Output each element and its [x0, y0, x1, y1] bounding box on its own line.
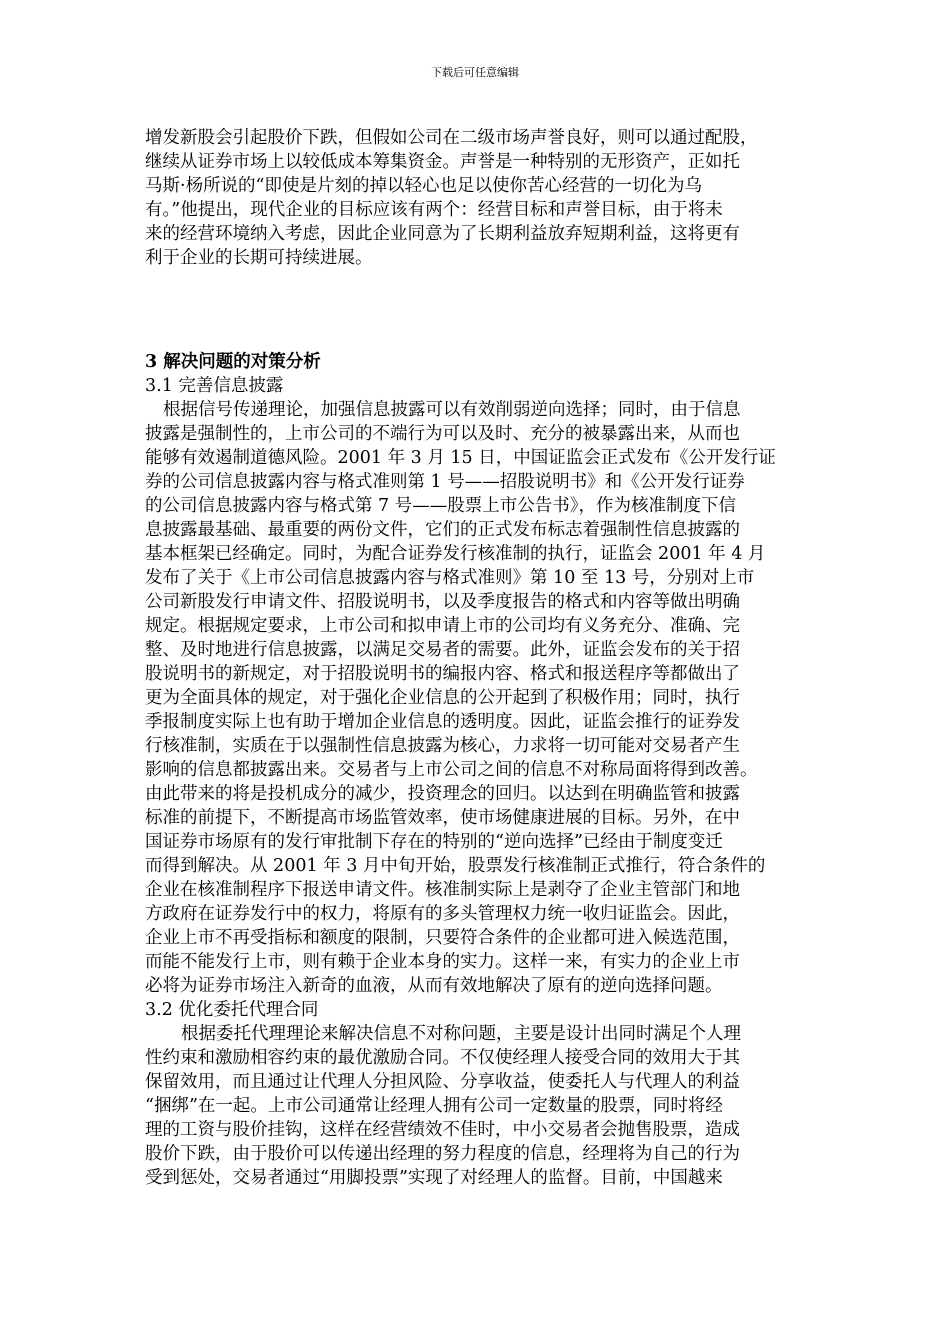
text-line: 利于企业的长期可持续进展。 — [145, 248, 373, 268]
text-line: 行核准制，实质在于以强制性信息披露为核心，力求将一切可能对交易者产生 — [145, 736, 740, 756]
text-line: 来的经营环境纳入考虑，因此企业同意为了长期利益放弃短期利益，这将更有 — [145, 224, 740, 244]
text-line: 方政府在证券发行中的权力，将原有的多头管理权力统一收归证监会。因此， — [145, 904, 740, 924]
text-line: 股价下跌，由于股价可以传递出经理的努力程度的信息，经理将为自己的行为 — [145, 1144, 740, 1164]
text-line: 的公司信息披露内容与格式第 7 号——股票上市公告书》，作为核准制度下信 — [145, 496, 737, 516]
text-line: 理的工资与股价挂钩，这样在经营绩效不佳时，中小交易者会抛售股票，造成 — [145, 1120, 740, 1140]
text-line: 马斯·杨所说的“即使是片刻的掉以轻心也足以使你苦心经营的一切化为乌 — [145, 176, 703, 196]
header-note: 下载后可任意编辑 — [431, 66, 519, 79]
text-line: 由此带来的将是投机成分的减少，投资理念的回归。以达到在明确监管和披露 — [145, 784, 740, 804]
text-line: 规定。根据规定要求，上市公司和拟申请上市的公司均有义务充分、准确、完 — [145, 616, 740, 636]
text-line: 季报制度实际上也有助于增加企业信息的透明度。因此，证监会推行的证券发 — [145, 712, 740, 732]
text-line: 根据委托代理理论来解决信息不对称问题，主要是设计出同时满足个人理 — [181, 1024, 741, 1044]
text-line: 而得到解决。从 2001 年 3 月中旬开始，股票发行核准制正式推行，符合条件的 — [145, 856, 766, 876]
text-line: 能够有效遏制道德风险。2001 年 3 月 15 日，中国证监会正式发布《公开发行证 — [145, 448, 776, 468]
text-line: 股说明书的新规定，对于招股说明书的编报内容、格式和报送程序等都做出了 — [145, 664, 740, 684]
text-line: 增发新股会引起股价下跌，但假如公司在二级市场声誉良好，则可以通过配股， — [145, 128, 758, 148]
text-line: 企业在核准制程序下报送申请文件。核准制实际上是剥夺了企业主管部门和地 — [145, 880, 740, 900]
text-line: 而能不能发行上市，则有赖于企业本身的实力。这样一来，有实力的企业上市 — [145, 952, 740, 972]
text-line: 企业上市不再受指标和额度的限制，只要符合条件的企业都可进入候选范围， — [145, 928, 740, 948]
text-line: 国证券市场原有的发行审批制下存在的特别的“逆向选择”已经由于制度变迁 — [145, 832, 723, 852]
text-line: “捆绑”在一起。上市公司通常让经理人拥有公司一定数量的股票，同时将经 — [145, 1096, 723, 1116]
text-line: 息披露最基础、最重要的两份文件，它们的正式发布标志着强制性信息披露的 — [145, 520, 740, 540]
text-line: 继续从证券市场上以较低成本筹集资金。声誉是一种特别的无形资产，正如托 — [145, 152, 740, 172]
text-line: 有。”他提出，现代企业的目标应该有两个：经营目标和声誉目标，由于将未 — [145, 200, 723, 220]
text-line: 基本框架已经确定。同时，为配合证券发行核准制的执行，证监会 2001 年 4 月 — [145, 544, 766, 564]
text-line: 整、及时地进行信息披露，以满足交易者的需要。此外，证监会发布的关于招 — [145, 640, 740, 660]
text-line: 券的公司信息披露内容与格式准则第 1 号——招股说明书》和《公开发行证券 — [145, 472, 745, 492]
text-line: 更为全面具体的规定，对于强化企业信息的公开起到了积极作用；同时，执行 — [145, 688, 740, 708]
text-line: 必将为证券市场注入新奇的血液，从而有效地解决了原有的逆向选择问题。 — [145, 976, 723, 996]
text-line: 标准的前提下，不断提高市场监管效率，使市场健康进展的目标。另外，在中 — [145, 808, 740, 828]
text-line: 公司新股发行申请文件、招股说明书，以及季度报告的格式和内容等做出明确 — [145, 592, 740, 612]
text-line: 性约束和激励相容约束的最优激励合同。不仅使经理人接受合同的效用大于其 — [145, 1048, 740, 1068]
text-line: 保留效用，而且通过让代理人分担风险、分享收益，使委托人与代理人的利益 — [145, 1072, 740, 1092]
text-line: 受到惩处，交易者通过“用脚投票”实现了对经理人的监督。目前，中国越来 — [145, 1168, 723, 1188]
text-line: 发布了关于《上市公司信息披露内容与格式准则》第 10 至 13 号，分别对上市 — [145, 568, 755, 588]
section-heading: 3 解决问题的对策分析 — [145, 352, 321, 372]
text-line: 披露是强制性的，上市公司的不端行为可以及时、充分的被暴露出来，从而也 — [145, 424, 740, 444]
subsection-heading-3-2: 3.2 优化委托代理合同 — [145, 1000, 319, 1020]
text-line: 根据信号传递理论，加强信息披露可以有效削弱逆向选择；同时，由于信息 — [163, 400, 741, 420]
text-line: 影响的信息都披露出来。交易者与上市公司之间的信息不对称局面将得到改善。 — [145, 760, 758, 780]
subsection-heading-3-1: 3.1 完善信息披露 — [145, 376, 284, 396]
